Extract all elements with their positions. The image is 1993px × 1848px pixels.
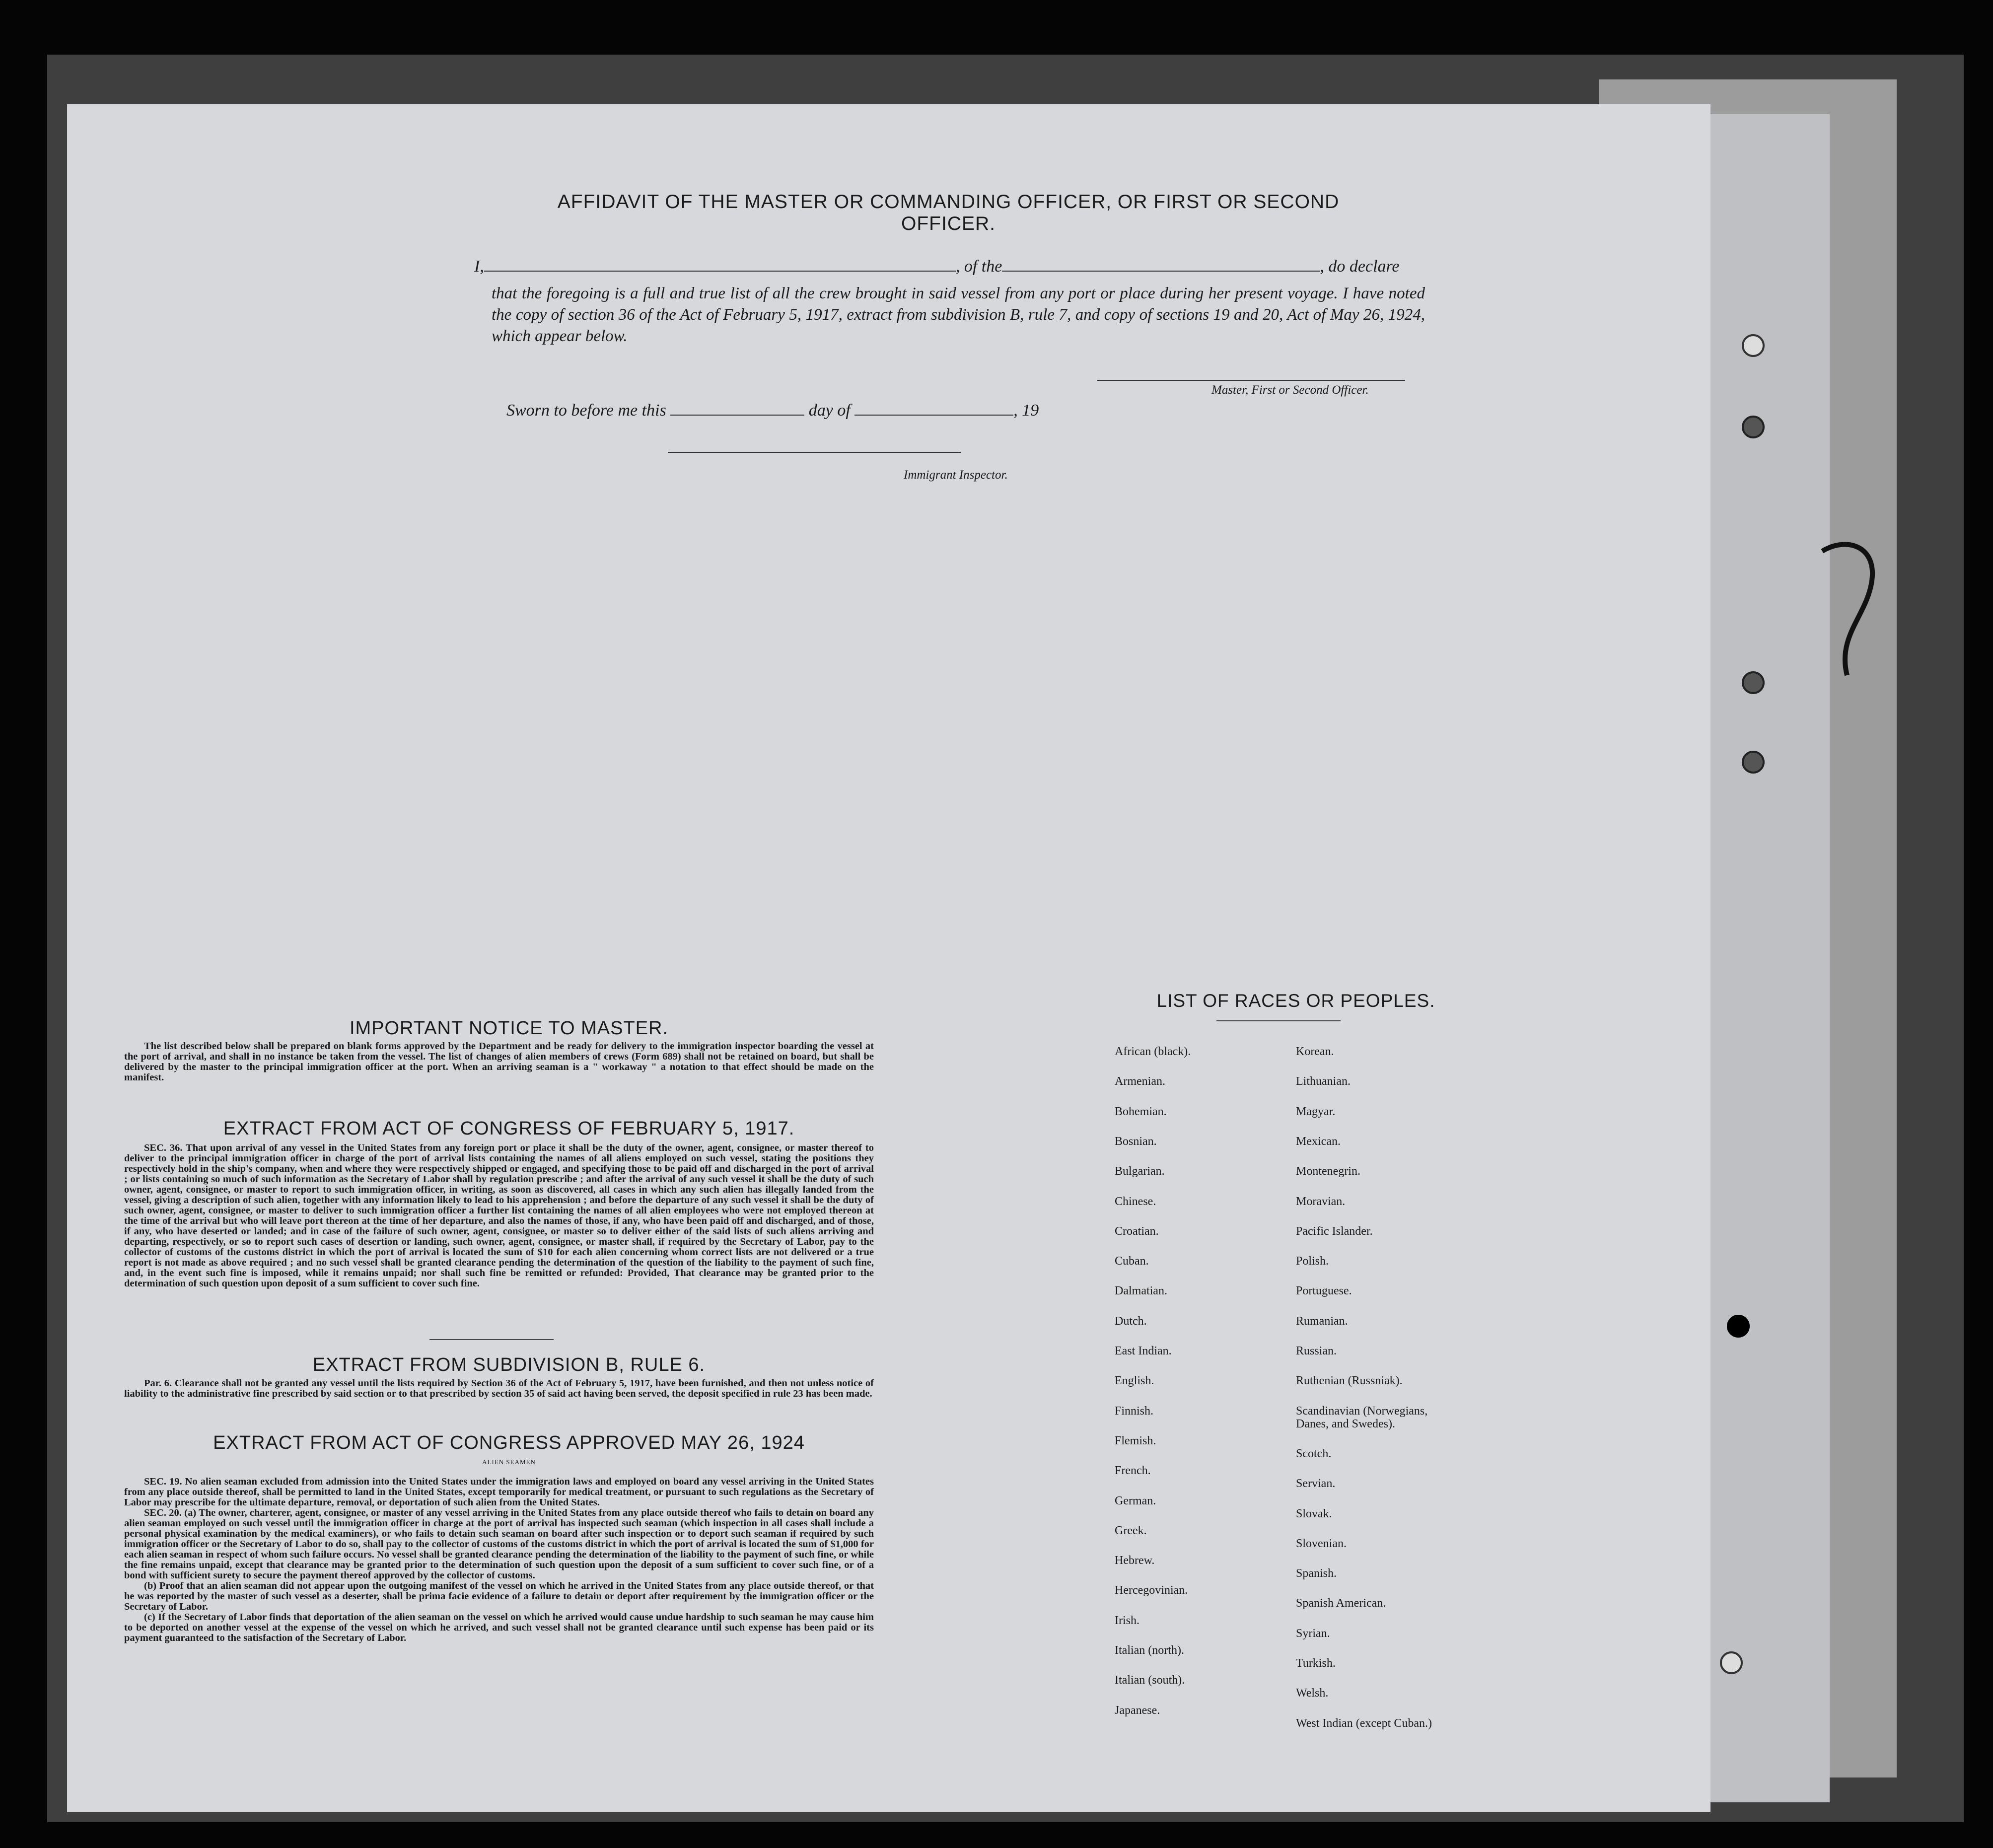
race-item: Japanese.	[1115, 1704, 1160, 1717]
binding-string-icon	[1817, 536, 1892, 685]
race-item: Bohemian.	[1115, 1105, 1167, 1118]
race-item: Croatian.	[1115, 1224, 1159, 1238]
day-of-label: day of	[808, 401, 851, 420]
race-item: Pacific Islander.	[1296, 1224, 1373, 1238]
race-item: Magyar.	[1296, 1105, 1336, 1118]
sworn-day-blank[interactable]	[670, 415, 804, 416]
race-item: Servian.	[1296, 1477, 1336, 1491]
alien-seamen-subtitle: ALIEN SEAMEN	[482, 1458, 536, 1466]
race-item: Polish.	[1296, 1255, 1329, 1268]
race-item: Montenegrin.	[1296, 1165, 1360, 1178]
master-signature-caption: Master, First or Second Officer.	[1211, 383, 1369, 397]
race-item: Bosnian.	[1115, 1135, 1157, 1148]
affidavit-declare-label: , do declare	[1320, 257, 1400, 276]
notice-title: IMPORTANT NOTICE TO MASTER.	[349, 1018, 669, 1039]
race-item: Bulgarian.	[1115, 1165, 1165, 1178]
race-item: Chinese.	[1115, 1195, 1156, 1208]
declarant-name-blank[interactable]	[484, 271, 956, 272]
race-item: Italian (south).	[1115, 1674, 1185, 1687]
year-prefix-label: , 19	[1013, 401, 1039, 420]
extract-1917-body	[124, 1143, 874, 1289]
race-item: Slovenian.	[1296, 1537, 1347, 1550]
extract-1924-body	[124, 1477, 874, 1643]
punch-hole-icon	[1742, 751, 1765, 774]
notice-paragraph: The list described below shall be prepared on blank forms approved by the Department and be ready for delivery to the immigration inspector boarding the vessel at the port of arrival, and shall in no instance be taken from the vessel. The list of changes of alien members of crews (Form 689) shall not be retained on board, but shall be delivered by the master to the principal immigration officer at the port. When an arriving seaman is a " workaway " a notation to that effect should be made on the manifest.	[124, 1041, 874, 1083]
race-item: Italian (north).	[1115, 1644, 1184, 1657]
sec-19-paragraph: SEC. 19. No alien seaman excluded from admission into the United States under the immigration laws and employed on board any vessel arriving in the United States from any place outside thereof, shall be permitted to land in the United States, except temporarily for medical treatment, or pursuant to such regulations as the Secretary of Labor may prescribe for the ultimate departure, removal, or deportation of such alien from the United States.	[124, 1476, 874, 1508]
extract-1924-title: EXTRACT FROM ACT OF CONGRESS APPROVED MAY 26, 1924	[213, 1432, 805, 1453]
race-item: Syrian.	[1296, 1627, 1330, 1640]
punch-hole-icon	[1742, 671, 1765, 694]
master-signature-line[interactable]	[1097, 380, 1405, 381]
race-item: Spanish.	[1296, 1567, 1337, 1580]
race-item: Finnish.	[1115, 1404, 1154, 1418]
race-item: Dalmatian.	[1115, 1284, 1167, 1298]
page-edge-stack	[1710, 114, 1830, 1802]
section-divider	[429, 1339, 554, 1340]
sworn-month-blank[interactable]	[854, 415, 1013, 416]
punch-hole-icon	[1742, 334, 1765, 357]
race-item: Spanish American.	[1296, 1597, 1386, 1610]
races-list-title: LIST OF RACES OR PEOPLES.	[1156, 991, 1435, 1011]
race-item: French.	[1115, 1464, 1151, 1478]
race-item: Ruthenian (Russniak).	[1296, 1374, 1403, 1388]
par-6-paragraph: Par. 6. Clearance shall not be granted any vessel until the lists required by Section 36 of the Act of February 5, 1917, have been furnished, and then not unless notice of liability to the administrative fine prescribed by said section or to that prescribed by section 35 of said act having been served, the deposit specified in rule 23 has been made.	[124, 1378, 874, 1399]
race-item: African (black).	[1115, 1045, 1191, 1058]
race-item: Lithuanian.	[1296, 1075, 1351, 1088]
affidavit-declarant-line	[474, 257, 1400, 276]
sworn-before-label: Sworn to before me this	[506, 401, 666, 420]
inspector-signature-line[interactable]	[668, 452, 961, 453]
notice-body	[124, 1041, 874, 1083]
race-item: Hebrew.	[1115, 1554, 1155, 1567]
race-item: English.	[1115, 1374, 1154, 1388]
race-item: Cuban.	[1115, 1255, 1149, 1268]
punch-hole-icon	[1720, 1651, 1743, 1674]
rule-6-title: EXTRACT FROM SUBDIVISION B, RULE 6.	[312, 1354, 706, 1375]
race-item: Flemish.	[1115, 1434, 1156, 1447]
sec-36-paragraph: SEC. 36. That upon arrival of any vessel in the United States from any foreign port or place it shall be the duty of the owner, agent, consignee, or master thereof to deliver to the principal immigration officer in charge of the port of arrival lists containing the names of all aliens employed on such vessel, stating the positions they respectively hold in the ship's company, when and where they were respectively shipped or engaged, and specifying those to be paid off and discharged in the port of arrival ; or lists containing so much of such information as the Secretary of Labor shall by regulation prescribe ; and after the arrival of any such vessel it shall be the duty of such owner, agent, consignee, or master to report to such immigration officer, in writing, as soon as discovered, all cases in which any such alien has illegally landed from the vessel, giving a description of such alien, together with any information likely to lead to his apprehension ; and before the departure of any such vessel it shall be the duty of such owner, agent, consignee, or master to deliver to such immigration officer a further list containing the names of all alien employees who were not employed thereon at the time of the arrival but who will leave port thereon at the time of her departure, and also the names of those, if any, who have been paid off and discharged, and of those, if any, who have deserted or landed; and in case of the failure of such owner, agent, consignee, or master so to deliver either of the said lists of such aliens arriving and departing, respectively, or so to report such cases of desertion or landing, such owner, agent, consignee, or master shall, if required by the Secretary of Labor, pay to the collector of customs of the customs district in which the port of arrival is located the sum of $10 for each alien concerning whom correct lists are not delivered or a true report is not made as above required ; and no such vessel shall be granted clearance pending the determination of the question of the liability to the payment of such fine, and, in the event such fine is imposed, while it remains unpaid; nor shall such fine be remitted or refunded: Provided, That clearance may be granted prior to the determination of such question upon deposit of a sum sufficient to cover such fine.	[124, 1142, 874, 1289]
race-item: Irish.	[1115, 1614, 1139, 1627]
race-item: Turkish.	[1296, 1657, 1336, 1670]
race-item: Scotch.	[1296, 1447, 1332, 1460]
vessel-name-blank[interactable]	[1002, 271, 1320, 272]
affidavit-title: AFFIDAVIT OF THE MASTER OR COMMANDING OFFICER, OR FIRST OR SECOND OFFICER.	[557, 191, 1340, 234]
race-item: Scandinavian (Norwegians, Danes, and Swedes).	[1296, 1404, 1428, 1430]
affidavit-i-label: I,	[474, 257, 484, 276]
sec-20c-paragraph: (c) If the Secretary of Labor finds that deportation of the alien seaman on the vessel on which he arrived would cause undue hardship to such seaman he may cause him to be deported on another vessel at the expense of the vessel on which he arrived, and such vessel shall not be granted clearance until such expense has been paid or its payment guaranteed to the satisfaction of the Secretary of Labor.	[124, 1612, 874, 1643]
sec-20b-paragraph: (b) Proof that an alien seaman did not appear upon the outgoing manifest of the vessel on which he arrived in the United States from any place outside thereof, or that he was reported by the master of such vessel as a deserter, shall be prima facie evidence of a failure to detain or deport after requirement by the immigration officer or the Secretary of Labor.	[124, 1580, 874, 1612]
affidavit-statement: that the foregoing is a full and true list of all the crew brought in said vessel from any port or place during her present voyage. I have noted the copy of section 36 of the Act of February 5, 1917, extract from subdivision B, rule 7, and copy of sections 19 and 20, Act of May 26, 1924, which appear below.	[492, 284, 1425, 345]
races-title-underline	[1216, 1020, 1341, 1021]
race-item: Hercegovinian.	[1115, 1584, 1188, 1597]
race-item: German.	[1115, 1494, 1156, 1507]
race-item: Greek.	[1115, 1524, 1147, 1537]
inspector-caption: Immigrant Inspector.	[904, 468, 1008, 482]
race-item: Welsh.	[1296, 1687, 1329, 1700]
rule-6-body	[124, 1378, 874, 1399]
sworn-line	[506, 401, 1039, 420]
race-item: Slovak.	[1296, 1507, 1332, 1520]
race-item: West Indian (except Cuban.)	[1296, 1716, 1432, 1730]
affidavit-of-the-label: , of the	[955, 257, 1002, 276]
punch-hole-icon	[1742, 416, 1765, 438]
race-item: Russian.	[1296, 1345, 1337, 1357]
race-item: East Indian.	[1115, 1345, 1172, 1357]
race-item: Armenian.	[1115, 1075, 1165, 1088]
extract-1917-title: EXTRACT FROM ACT OF CONGRESS OF FEBRUARY 5, 1917.	[223, 1118, 795, 1139]
punch-hole-icon	[1727, 1315, 1750, 1338]
sec-20a-paragraph: SEC. 20. (a) The owner, charterer, agent, consignee, or master of any vessel arriving in the United States from any place outside thereof who fails to detain on board any alien seaman employed on such vessel until the immigration officer in charge at the port of arrival has inspected such seaman (which inspection in all cases shall include a personal physical examination by the medical examiners), or who fails to detain such seaman on board after such inspection or to deport such seaman if required by such immigration officer or the Secretary of Labor to do so, shall pay to the collector of customs of the customs district in which the port of arrival is located the sum of $1,000 for each alien seaman in respect of whom such failure occurs. No vessel shall be granted clearance pending the determination of the liability to the payment of such fine, or while the fine remains unpaid, except that clearance may be granted prior to the determination of such question upon the deposit of a sum sufficient to cover such fine, or of a bond with sufficient surety to secure the payment thereof approved by the collector of customs.	[124, 1507, 874, 1581]
race-item: Moravian.	[1296, 1195, 1346, 1208]
race-item: Rumanian.	[1296, 1314, 1348, 1328]
race-item: Korean.	[1296, 1045, 1334, 1058]
race-item: Dutch.	[1115, 1314, 1147, 1328]
race-item: Mexican.	[1296, 1135, 1341, 1148]
race-item: Portuguese.	[1296, 1284, 1352, 1298]
